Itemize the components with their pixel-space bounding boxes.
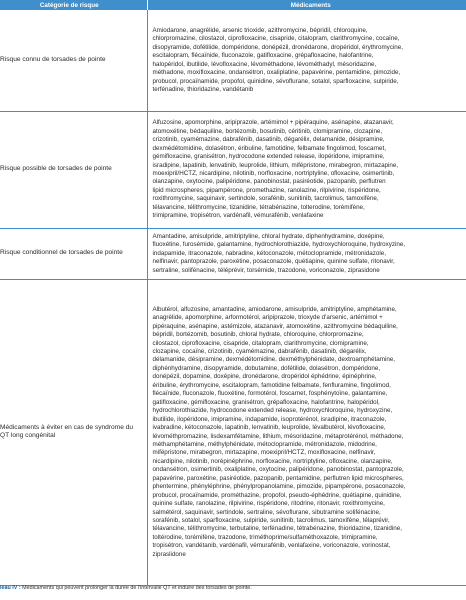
table-header-row [0, 0, 466, 10]
drug-list-line: phentermine, phényléphrine, phénylpropanolamine, pimozide, pipampérone, posaconazole, [152, 483, 406, 491]
drug-list-line: salmétérol, saquinavir, sertindole, sertraline, sévoflurane, sibutramine solifénacine, [152, 508, 381, 516]
drug-list-line: méthadone, moxifloxacine, ondansétron, oxaliplatine, papavérine, pentamidine, pimozide, [152, 69, 401, 77]
drug-list-line: Alfuzosine, apomorphine, aripiprazole, artémimol + pipéraquine, asénapine, atazanavir, [152, 119, 394, 127]
drug-list-line: diphénhydramine, disopyramide, dobutamine, dofétilide, dolasétron, dompéridone, [152, 364, 381, 372]
table-caption [0, 585, 252, 591]
drugs-cell [147, 228, 466, 279]
drug-list-line: escitalopram, flécaïnide, fluconazole, gatifloxacine, grépafloxacine, halofantrine, [152, 52, 374, 60]
drug-list-line: trimipramine, tropisétron, vardénafil, vémurafénib, venlafaxine [152, 212, 324, 220]
drug-list-line: ibutilide, ilopéridone, imipramine, indapamide, isoprotérénol, isradipine, itraconazole, [152, 415, 387, 423]
drug-list-line: toltérodine, torémifène, trazodone, triméthoprime/sulfaméthoxazole, trimipramine, [152, 533, 378, 541]
drug-list-line: nicardipine, nilotinib, norépinéphrine, norfloxacine, nortriptyline, ofloxacine, olanzapine, [152, 457, 393, 465]
drug-list-line: méthamphétamine, méthylphénidate, métoclopramide, métronidazole, midodrine, [152, 440, 377, 448]
drug-list-line: cilostazol, ciprofloxacine, cisapride, citalopram, clarithromycine, clomipramine, [152, 339, 369, 347]
drug-list-line: dexmédétomidine, dolasétron, éribuline, famotidine, felbamate fingolimod, foscarnet, [152, 144, 386, 152]
drug-list-line: mifépristone, mirabegron, mirtazapine, moexipril/HCTZ, moxifloxacine, nelfinavir, [152, 449, 376, 457]
drug-list-line: télavancine, télithromycine, terbutaline, terfénadine, tétrabénazine, thioridazine, tizanidine, [152, 525, 402, 533]
drug-list-line: délamanide, désipramine, dexmédétomidine, dexméthylphénidate, dextroamphétamine, [152, 356, 396, 364]
category-cell: Risque conditionnel de torsades de pointe [0, 228, 147, 279]
drug-list-line: sorafénib, sotalol, sparfloxacine, sulpiride, sunitinib, tacrolimus, tamoxifène, télaprévir, [152, 517, 390, 525]
drug-list-line: lipid microspheres, pipampérone, promethazine, ranolazine, rilpivirine, rispéridone, [152, 186, 381, 194]
drug-list-line: disopyramide, dofétilide, dompéridone, donépézil, dronédarone, dropéridol, érythromycine, [152, 43, 403, 51]
drug-list-line: Amantadine, amisulpride, amitriptyline, chloral hydrate, diphenhydramine, doxépine, [152, 232, 385, 240]
drug-list-line: crizotinib, cyamémazine, dabrafénib, dasatinib, dégarélix, delamanide, désipramine, [152, 136, 385, 144]
drug-list-line: papavérine, paroxétine, pasiréotide, pazopanib, pentamidine, perflutren lipid microspheres, [152, 474, 404, 482]
drug-list-line: fluoxétine, furosémide, galantamine, hydrochlorothiazide, hydroxychloroquine, hydroxyzine, [152, 241, 406, 249]
drug-list-line: halopéridol, ibutilide, lévofloxacine, lévométhadone, lévométhadyl, mésoridazine, [152, 60, 377, 68]
drug-list-line: zipraslidone [152, 550, 186, 558]
drug-list-line: lévométhpromazine, lisdexamfétamine, lithium, mésoridazine, métaprotérénol, méthadone, [152, 432, 404, 440]
drug-list-line: atomoxétine, bédaquiline, bortézomib, bosutinib, céritinib, clomipramine, clozapine, [152, 127, 383, 135]
drug-list-line: nelfinavir, pantoprazole, paroxétine, posaconazole, quétiapine, quinine sulfate, ritonavir, [152, 258, 395, 266]
caption-text: Médicaments qui peuvent prolonger la durée de l'intervalle QT et induire des torsades de pointe. [22, 585, 252, 591]
drug-list-line: Albutérol, alfuzosine, amantadine, amiodarone, amisulpride, amitriptyline, amphétamine, [152, 305, 397, 313]
drug-list-line: ondansétron, osimertinib, oxaliplatine, oxytocine, palipéridone, panobinostat, pantoprazole, [152, 466, 404, 474]
caption-label: leau IV : [0, 585, 21, 591]
drug-list-line: bépridil, bortézomib, bosutinib, chloral hydrate, chloroquine, chlorpromazine, [152, 331, 364, 339]
header-category: Catégorie de risque [0, 0, 147, 10]
drug-list-line: télavancine, télithromycine, tizanidine, tétrabénazine, tolterodine, torémifène, [152, 203, 365, 211]
drug-list-line: isradipine, lapatinib, lenvatinib, leuprolide, lithium, mifépristone, mirabegron, mirtazapine, [152, 161, 399, 169]
table-row-conditional-risk [0, 228, 466, 279]
drug-list-line: ivabradine, kétoconazole, lapatinib, lenvatinib, leuprolide, lévalbutérol, lévofloxacine, [152, 424, 386, 432]
drug-list-line: roxithromycine, saquinavir, sertindole, sorafénib, sunitinib, tacrolimus, tamoxifène, [152, 195, 379, 203]
drug-list-line: probucol, procaïnamide, prométhazine, propofol, pseudo-éphédrine, quétiapine, quinidine, [152, 491, 402, 499]
drug-list-line: terfénadine, thioridazine, vandétanib [152, 86, 254, 94]
drug-list-line: Amiodarone, anagrélide, arsenic trioxide, azithromycine, bépridil, chloroquine, [152, 26, 368, 34]
header-drugs: Médicaments [147, 0, 466, 10]
drugs-cell [147, 279, 466, 585]
drug-list-line: olanzapine, oxytocine, palipéridone, panobinostat, pasiréotide, pazopanib, perflutren [152, 178, 386, 186]
category-cell: Risque possible de torsades de pointe [0, 111, 147, 228]
drug-list-line: hydrochlorothiazide, hydrocodone extended release, hydroxychloroquine, hydroxyzine, [152, 407, 393, 415]
drug-list-line: moexipril/HCTZ, nicardipine, nilotinib, norfloxacine, nortriptyline, ofloxacine, osimertinib, [152, 170, 395, 177]
category-cell: Risque connu de torsades de pointe [0, 10, 147, 111]
drug-list-line: clozapine, cocaïne, crizotinib, cyamémazine, dabrafénib, dasatinib, dégarélix, [152, 347, 367, 355]
drug-list-line: anagrélide, apomorphine, arformotérol, aripiprazole, trioxyde d'arsenic, artémimol + [152, 314, 383, 322]
category-cell: Médicaments à éviter en cas de syndrome du QT long congénital [0, 279, 147, 585]
drug-list-line: flécaïnide, fluconazole, fluoxétine, formotérol, foscarnet, fosphénytoïne, galantamine, [152, 390, 388, 398]
drug-list-line: donépézil, dopamine, doxépine, dronédarone, dropéridol éphédrine, épinéphrine, [152, 373, 377, 381]
drug-list-line: tropisétron, vandétanib, vardénafil, vémurafénib, venlafaxine, voriconazole, vorinostat, [152, 542, 391, 550]
drug-list-line: pipéraquine, asénapine, astémizole, atazanavir, atomoxétine, azithromycine bédaquiline, [152, 322, 398, 330]
drug-list-line: probucol, procaïnamide, propofol, quinidine, sévoflurane, sotalol, sparfloxacine, sulpiride, [152, 77, 399, 85]
drug-list-line: sertraline, solifénacine, téléprévir, torsémide, trazodone, voriconazole, ziprasidone [152, 266, 380, 274]
drug-list-line: gémifloxacine, granisétron, hydrocodone extended release, ilopéridone, imipramine, [152, 153, 385, 161]
drugs-cell [147, 10, 466, 111]
table-row-possible-risk [0, 111, 466, 228]
drug-list-line: éribuline, érythromycine, escitalopram, famotidine felbamate, fenfluramine, fingolimod, [152, 381, 391, 389]
drug-list-line: chlorpromazine, cilostazol, ciprofloxacine, cisapride, citalopram, clarithromycine, cocaïne, [152, 35, 400, 43]
table-row-congenital-long-qt [0, 279, 466, 585]
drug-list-line: quinine sulfate, ranolazine, rilpivirine, rispéridone, ritodrine, ritonavir, roxithromycine, [152, 500, 385, 508]
table-row-known-risk [0, 10, 466, 111]
drug-list-line: gatifloxacine, gémifloxacine, granisétron, grépafloxacine, halofantrine, halopéridol, [152, 398, 380, 406]
drugs-cell [147, 111, 466, 228]
drug-list-line: indapamide, itraconazole, nabradine, kétoconazole, métoclopramide, métronidazole, [152, 249, 386, 257]
